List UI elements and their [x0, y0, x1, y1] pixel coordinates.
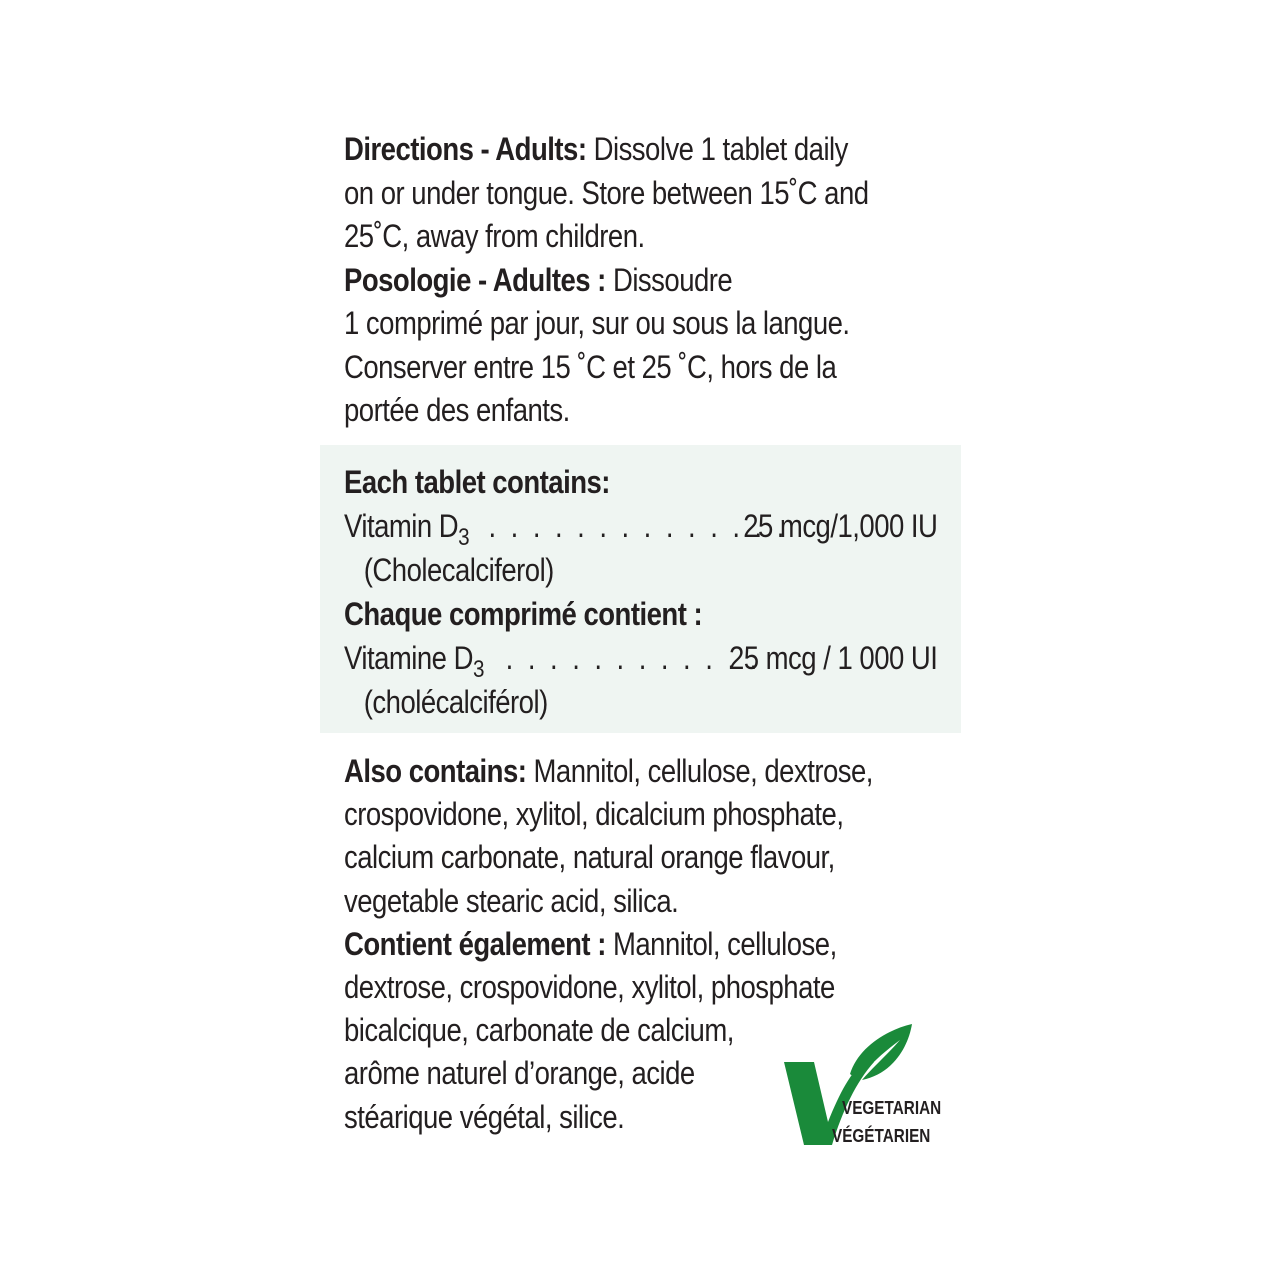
also-fr-line-5: stéarique végétal, silice.: [344, 1098, 625, 1135]
directions-fr-line-2: 1 comprimé par jour, sur ou sous la langue.: [344, 305, 850, 341]
also-fr-line-3: bicalcique, carbonate de calcium,: [344, 1012, 734, 1049]
contents-en-item: Vitamin $D_3$ . . . . . . . . . . . . . . 25 mcg/1,000 IU: [344, 504, 937, 548]
vitamin-d3-name: Vitamin D: [344, 508, 459, 544]
vegetarian-text-fr: VÉGÉTARIEN: [832, 1126, 931, 1146]
also-en-line-3: calcium carbonate, natural orange flavour,: [344, 839, 835, 876]
directions-en-line-3: 25˚C, away from children.: [344, 218, 645, 254]
vitamine-d3-name: Vitamine D: [344, 640, 473, 676]
directions-fr-heading: Posologie - Adultes :: [344, 261, 606, 298]
also-en-line-2: crospovidone, xylitol, dicalcium phosphate,: [344, 796, 844, 833]
also-fr-line-1: Contient également : Mannitol, cellulose,: [344, 925, 837, 962]
contents-fr-source: (cholécalciférol): [363, 684, 548, 720]
also-fr-heading: Contient également :: [344, 925, 606, 962]
also-en-heading: Also contains:: [344, 753, 527, 789]
directions-section: [344, 128, 946, 433]
vitamin-d3-amount: 25 mcg/1,000 IU: [743, 508, 938, 544]
leader-dots: . . . . . . . . . . . . . .: [488, 508, 788, 544]
directions-en-heading: Directions - Adults:: [344, 131, 587, 167]
contents-fr-heading: Chaque comprimé contient :: [344, 596, 703, 632]
also-fr-line-2: dextrose, crospovidone, xylitol, phosphate: [344, 969, 835, 1006]
directions-fr-line-1: Posologie - Adultes : Dissoudre: [344, 261, 733, 298]
directions-en-line-2: on or under tongue. Store between 15˚C and: [344, 174, 869, 211]
vitamine-d3-amount: 25 mcg / 1 000 UI: [728, 640, 938, 676]
contents-en-source: (Cholecalciferol): [363, 552, 554, 588]
vegetarian-logo: [784, 1022, 948, 1147]
leader-dots-fr: . . . . . . . . . . . .: [505, 640, 761, 676]
contents-fr-item: Vitamine $D_3$ . . . . . . . . . . . . 25 mcg / 1 000 UI: [344, 636, 937, 680]
contents-en-heading: Each tablet contains:: [344, 464, 610, 500]
also-en-line-4: vegetable stearic acid, silica.: [344, 882, 679, 919]
vegetarian-text-en: VEGETARIAN: [842, 1098, 942, 1118]
directions-fr-line-4: portée des enfants.: [344, 392, 570, 428]
also-fr-line-4: arôme naturel d’orange, acide: [344, 1055, 695, 1092]
directions-en-line-1: Directions - Adults: Dissolve 1 tablet daily: [344, 131, 848, 167]
contents-section: [344, 460, 937, 724]
directions-fr-line-3: Conserver entre 15 ˚C et 25 ˚C, hors de la: [344, 348, 837, 385]
also-en-line-1: Also contains: Mannitol, cellulose, dextrose,: [344, 753, 873, 789]
